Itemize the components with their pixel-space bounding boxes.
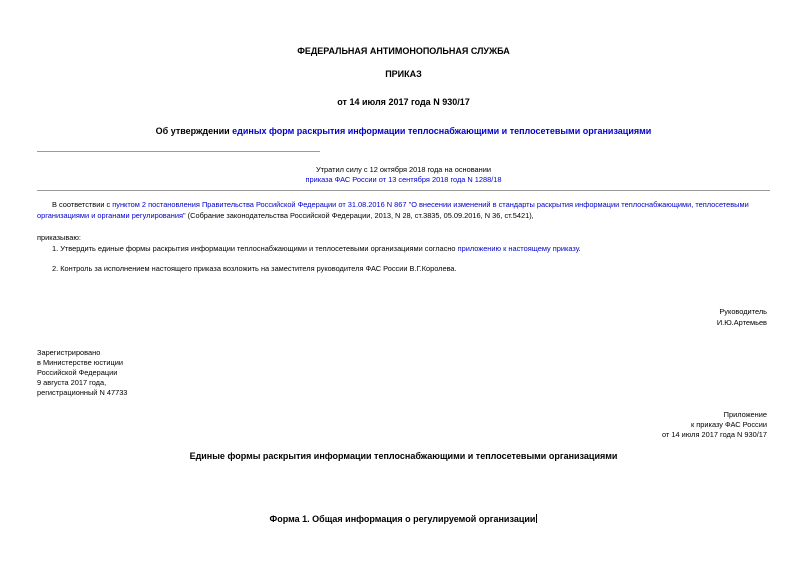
doc-title-prefix: Об утверждении — [155, 126, 233, 136]
appendix-line: Приложение — [723, 410, 767, 419]
signature-role: Руководитель — [719, 307, 767, 316]
appendix-line: от 14 июля 2017 года N 930/17 — [662, 430, 767, 439]
registration-block — [37, 348, 127, 398]
title-divider — [37, 151, 320, 152]
doc-title — [0, 126, 807, 137]
form1-title-text: Форма 1. Общая информация о регулируемой организации — [269, 514, 536, 524]
doc-date-number: от 14 июля 2017 года N 930/17 — [337, 97, 470, 107]
registration-line: регистрационный N 47733 — [37, 388, 128, 397]
form1-title — [0, 514, 807, 525]
order-item-1 — [52, 244, 581, 254]
appendix-block — [662, 410, 767, 440]
agency-name: ФЕДЕРАЛЬНАЯ АНТИМОНОПОЛЬНАЯ СЛУЖБА — [297, 46, 510, 56]
text-cursor — [536, 514, 537, 523]
order-word: приказываю: — [37, 233, 81, 242]
order-item-2: 2. Контроль за исполнением настоящего приказа возложить на заместителя руководителя ФАС России В.Г.Королева. — [52, 264, 457, 273]
order-item-1-tail: . — [578, 244, 581, 253]
registration-line: в Министерстве юстиции — [37, 358, 124, 367]
registration-line: Зарегистрировано — [37, 348, 101, 357]
preamble-text-1: В соответствии с — [52, 200, 113, 209]
registration-line: Российской Федерации — [37, 368, 118, 377]
order-item-1-text: 1. Утвердить единые формы раскрытия информации теплоснабжающими и теплосетевыми организациями согласно — [52, 244, 458, 253]
doc-type: ПРИКАЗ — [385, 69, 422, 79]
preamble-link-cont[interactable]: организациями и органами регулирования" — [37, 211, 186, 220]
forms-title: Единые формы раскрытия информации теплоснабжающими и теплосетевыми организациями — [189, 451, 618, 461]
appendix-line: к приказу ФАС России — [691, 420, 767, 429]
preamble-line-2 — [37, 211, 534, 221]
preamble-line-1 — [52, 200, 749, 210]
appendix-link[interactable]: приложению к настоящему приказу — [457, 244, 579, 253]
signature-name: И.Ю.Артемьев — [716, 318, 767, 327]
doc-title-link[interactable]: единых форм раскрытия информации теплоснабжающими и теплосетевыми организациями — [232, 126, 652, 136]
preamble-text-2: (Собрание законодательства Российской Федерации, 2013, N 28, ст.3835, 05.09.2016, N 36, ст.5421), — [185, 211, 534, 220]
registration-line: 9 августа 2017 года, — [37, 378, 107, 387]
status-note-line: Утратил силу с 12 октября 2018 года на основании — [315, 165, 492, 174]
status-note-link[interactable]: приказа ФАС России от 13 сентября 2018 года N 1288/18 — [305, 175, 502, 184]
preamble-link[interactable]: пунктом 2 постановления Правительства Российской Федерации от 31.08.2016 N 867 "О внесении изменений в стандарты раскрытия информации теплоснабжающими, теплосетевыми — [112, 200, 749, 209]
status-divider — [37, 190, 770, 191]
